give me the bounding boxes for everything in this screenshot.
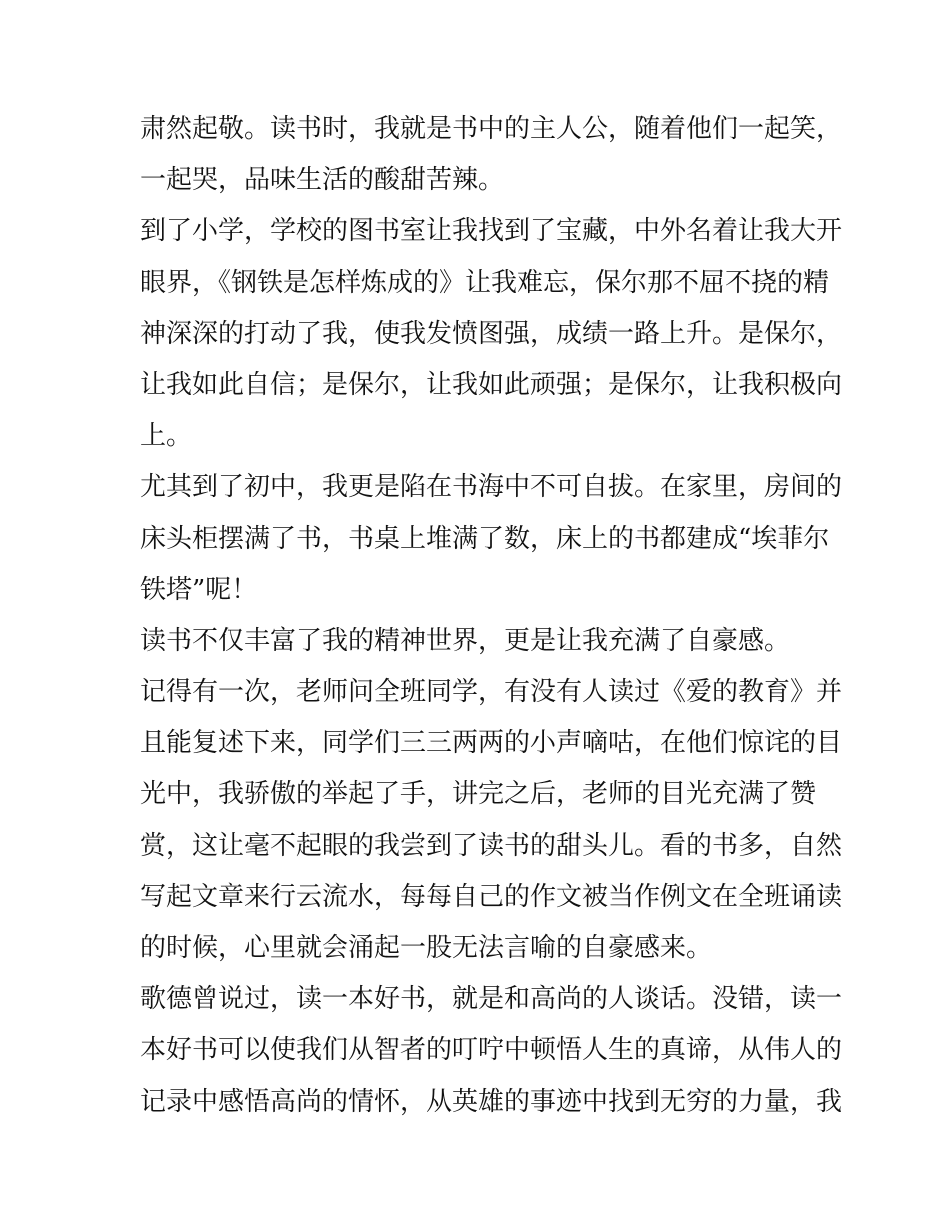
text-line: 读书不仅丰富了我的精神世界，更是让我充满了自豪感。: [140, 625, 791, 656]
text-line: 眼界，《钢铁是怎样炼成的》让我难忘，保尔那不屈不挠的精: [140, 267, 830, 298]
text-line: 光中，我骄傲的举起了手，讲完之后，老师的目光充满了赞: [140, 779, 817, 810]
text-line: 让我如此自信；是保尔，让我如此顽强；是保尔，让我积极向: [140, 369, 843, 400]
text-line: 写起文章来行云流水，每每自己的作文被当作例文在全班诵读: [140, 881, 843, 912]
text-line: 且能复述下来，同学们三三两两的小声嘀咕，在他们惊诧的目: [140, 728, 843, 759]
text-line: 的时候，心里就会涌起一股无法言喻的自豪感来。: [140, 933, 713, 963]
text-line: 赏，这让毫不起眼的我尝到了读书的甜头儿。看的书多，自然: [140, 830, 843, 861]
text-line: 本好书可以使我们从智者的叮咛中顿悟人生的真谛，从伟人的: [140, 1035, 843, 1066]
text-line: 上。: [140, 421, 193, 452]
text-line: 肃然起敬。读书时，我就是书中的主人公，随着他们一起笑，: [140, 114, 843, 144]
text-line: 记录中感悟高尚的情怀，从英雄的事迹中找到无穷的力量，我: [140, 1086, 843, 1117]
text-line: 到了小学，学校的图书室让我找到了宝藏，中外名着让我大开: [140, 216, 843, 247]
text-line: 一起哭，品味生活的酸甜苦辣。: [140, 165, 505, 196]
text-line: 歌德曾说过，读一本好书，就是和高尚的人谈话。没错，读一: [140, 984, 843, 1015]
text-line: 铁塔”呢！: [140, 574, 258, 605]
text-line: 尤其到了初中，我更是陷在书海中不可自拔。在家里，房间的: [140, 472, 843, 503]
body-text: [140, 104, 843, 1128]
text-line: 记得有一次，老师问全班同学，有没有人读过《爱的教育》并: [140, 677, 843, 708]
text-line: 床头柜摆满了书，书桌上堆满了数，床上的书都建成“埃菲尔: [140, 523, 830, 554]
text-line: 神深深的打动了我，使我发愤图强，成绩一路上升。是保尔，: [140, 318, 843, 349]
